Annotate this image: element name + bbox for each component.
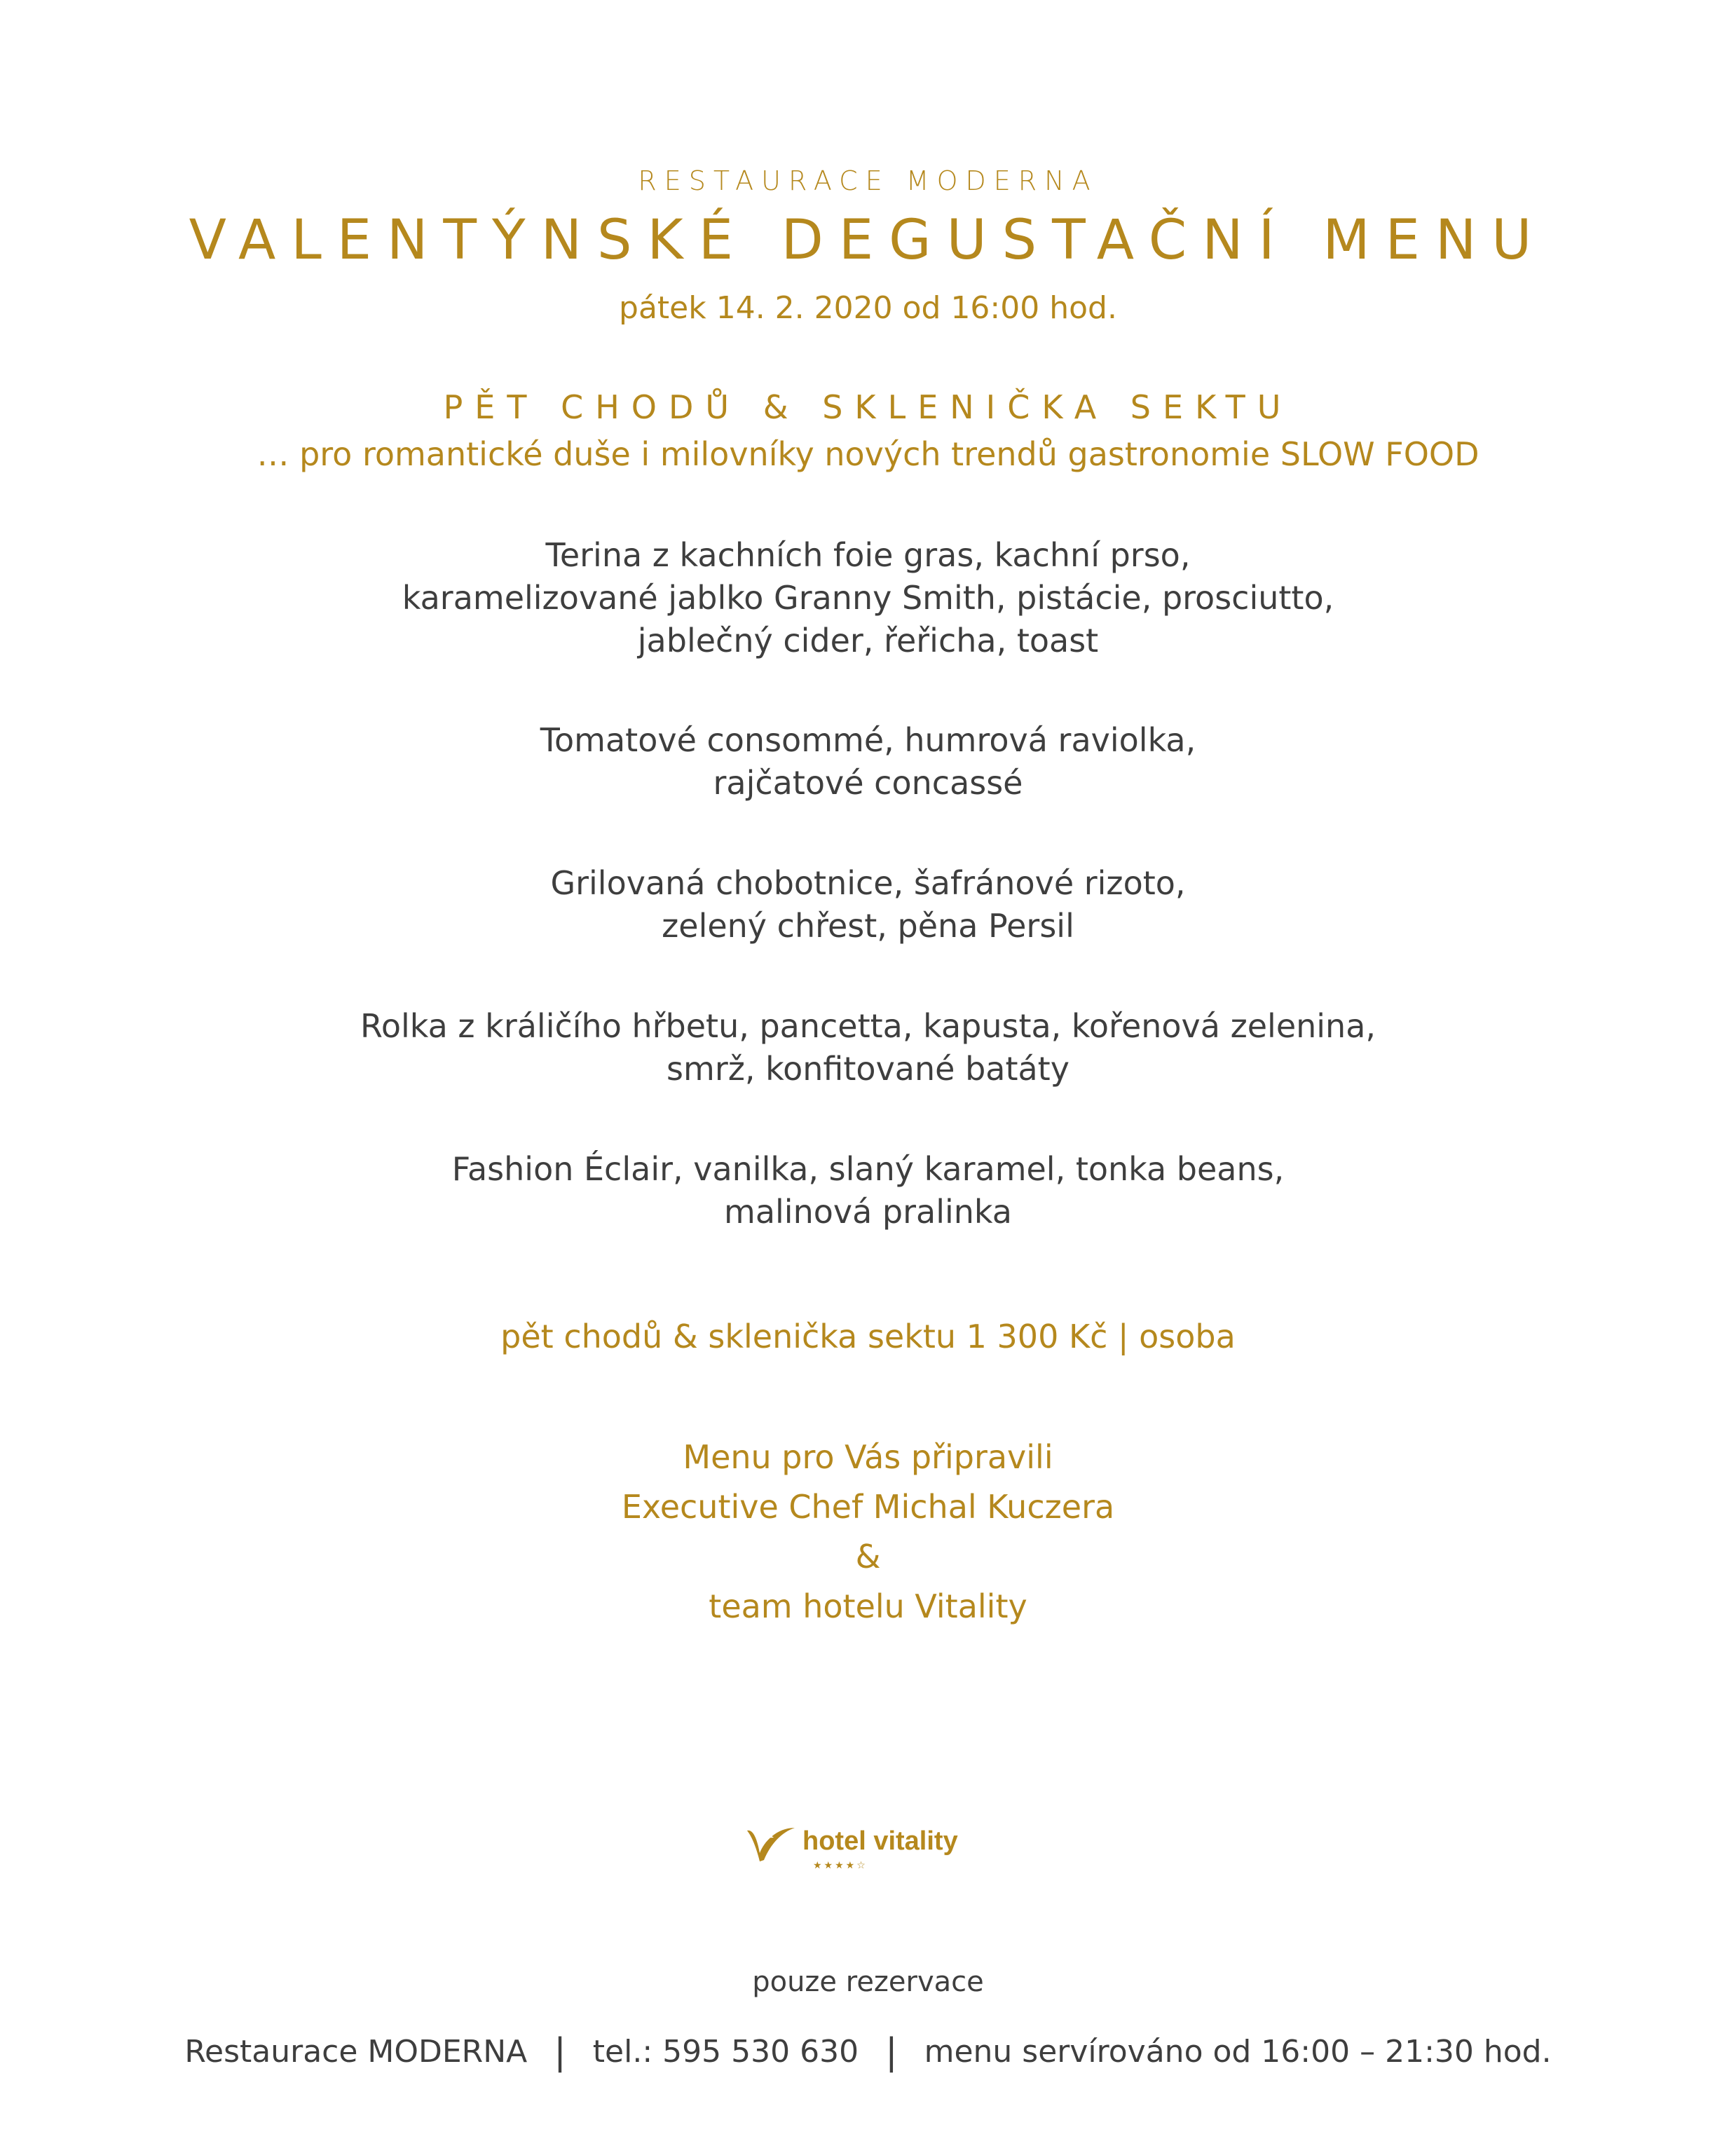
course-5 [0, 1148, 1736, 1233]
hotel-vitality-logo [743, 1822, 995, 1878]
credit-line: & [855, 1538, 881, 1576]
menu-title: VALENTÝNSKÉ DEGUSTAČNÍ MENU [189, 209, 1547, 272]
footer-separator: | [885, 2031, 898, 2073]
course-line: Rolka z králičího hřbetu, pancetta, kapusta, kořenová zelenina, [360, 1007, 1376, 1045]
footer-phone: tel.: 595 530 630 [592, 2034, 859, 2070]
credit-line: Menu pro Vás připravili [683, 1438, 1053, 1476]
course-line: karamelizované jablko Granny Smith, pistácie, prosciutto, [402, 579, 1334, 617]
courses-heading: PĚT CHODŮ & SKLENIČKA SEKTU [443, 388, 1293, 426]
course-line: smrž, konfitované batáty [667, 1050, 1069, 1088]
hotel-vitality-logo-icon [743, 1822, 799, 1864]
footer-contact [0, 2031, 1736, 2073]
course-line: zelený chřest, pěna Persil [662, 907, 1074, 945]
course-line: Tomatové consommé, humrová raviolka, [540, 721, 1196, 759]
reservation-note: pouze rezervace [752, 1966, 984, 1998]
course-2 [0, 719, 1736, 805]
course-3 [0, 862, 1736, 948]
restaurant-name: RESTAURACE MODERNA [638, 165, 1098, 196]
footer-separator: | [554, 2031, 566, 2073]
price-line: pět chodů & sklenička sektu 1 300 Kč | osoba [500, 1318, 1236, 1355]
footer-restaurant: Restaurace MODERNA [184, 2034, 528, 2070]
course-line: Fashion Éclair, vanilka, slaný karamel, tonka beans, [451, 1150, 1285, 1188]
course-line: rajčatové concassé [713, 764, 1023, 802]
event-date: pátek 14. 2. 2020 od 16:00 hod. [619, 290, 1117, 326]
credit-line: Executive Chef Michal Kuczera [621, 1488, 1115, 1526]
chef-credits [0, 1433, 1736, 1632]
course-1 [0, 534, 1736, 662]
logo-text: hotel vitality [802, 1826, 958, 1856]
course-line: Grilovaná chobotnice, šafránové rizoto, [550, 864, 1186, 902]
footer-serving-hours: menu servírováno od 16:00 – 21:30 hod. [924, 2034, 1552, 2070]
credit-line: team hotelu Vitality [709, 1587, 1027, 1625]
course-line: malinová pralinka [724, 1193, 1012, 1231]
tagline: … pro romantické duše i milovníky nových trendů gastronomie SLOW FOOD [257, 435, 1479, 473]
course-line: jablečný cider, řeřicha, toast [637, 622, 1099, 659]
course-4 [0, 1005, 1736, 1091]
star-rating: ★★★★☆ [813, 1860, 868, 1871]
course-line: Terina z kachních foie gras, kachní prso, [545, 536, 1191, 574]
